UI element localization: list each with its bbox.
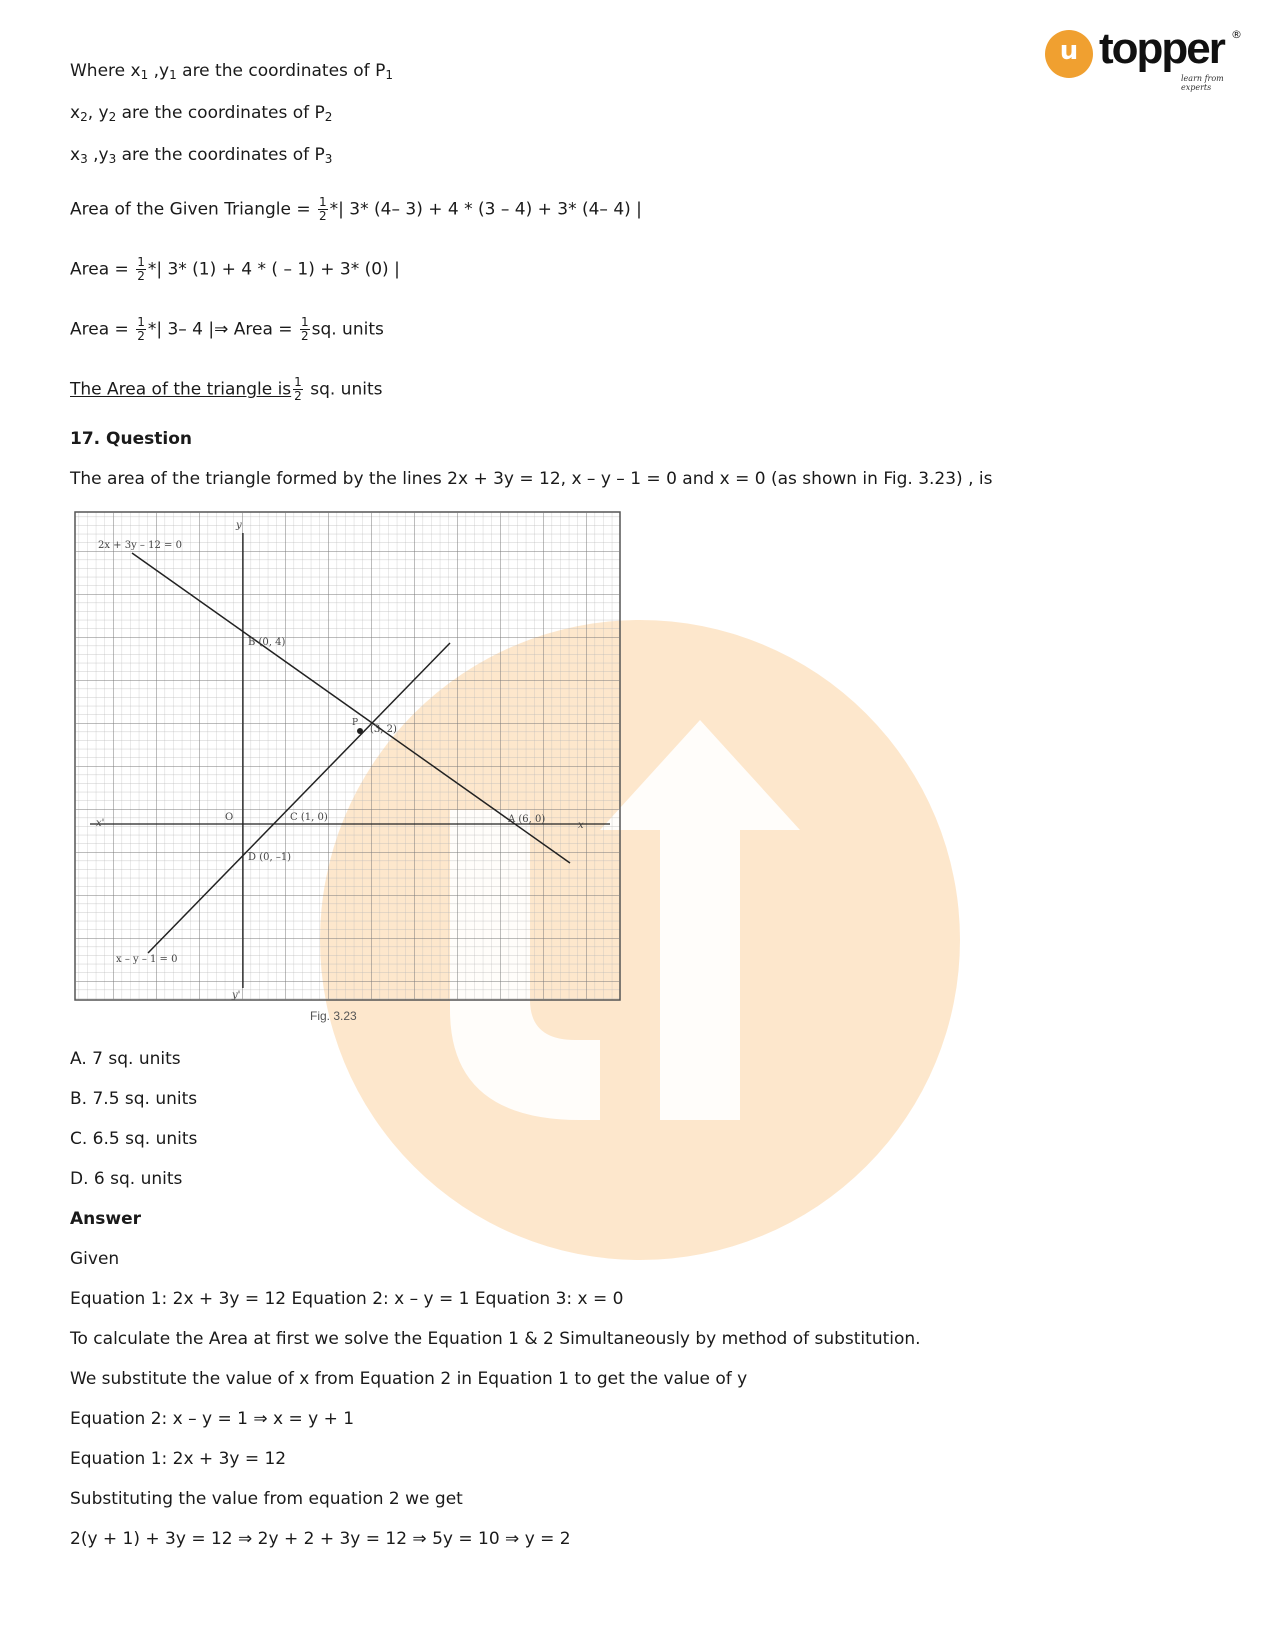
option-d: D. 6 sq. units: [70, 1169, 183, 1189]
equations-line: Equation 1: 2x + 3y = 12 Equation 2: x – y = 1 Equation 3: x = 0: [70, 1289, 624, 1309]
label-y-axis-neg: y': [232, 990, 241, 1001]
coords-line-3: $x_3$ $,y_3$ are the coordinates of $P_3$: [70, 145, 333, 166]
solution-line-4: Equation 1: 2x + 3y = 12: [70, 1449, 287, 1469]
fraction: $\frac{1}{2}$: [137, 315, 145, 343]
option-b: B. 7.5 sq. units: [70, 1089, 198, 1109]
answer-heading: Answer: [70, 1209, 141, 1229]
option-a: A. 7 sq. units: [70, 1049, 181, 1069]
logo-tagline: learn from experts: [1181, 74, 1224, 92]
fraction: $\frac{1}{2}$: [294, 375, 302, 403]
label-origin: O: [225, 812, 234, 823]
label-point-p: P: [352, 718, 359, 728]
area-step-line-1: Area = $\frac{1}{2}$ *| 3* (1) + 4 * ( – 1) + 3* (0) |: [70, 255, 400, 283]
label-point-b: B (0, 4): [248, 637, 286, 648]
logo-badge-icon: u: [1045, 30, 1093, 78]
logo-wordmark: topper: [1099, 24, 1224, 73]
label-y-axis: y: [236, 520, 242, 531]
label-point-c: C (1, 0): [290, 812, 328, 823]
label-line-2: x – y – 1 = 0: [116, 954, 178, 965]
label-x-axis-neg: x': [96, 818, 105, 829]
topper-logo[interactable]: [1045, 24, 1250, 92]
solution-line-2: We substitute the value of x from Equation 2 in Equation 1 to get the value of y: [70, 1369, 748, 1389]
label-point-d: D (0, –1): [248, 852, 292, 863]
area-result-line: The Area of the triangle is $\frac{1}{2}$ sq. units: [70, 375, 383, 403]
question-title: 17. Question: [70, 429, 192, 449]
solution-line-6: 2(y + 1) + 3y = 12 ⇒ 2y + 2 + 3y = 12 ⇒ 5y = 10 ⇒ y = 2: [70, 1529, 571, 1549]
area-step-line-2: Area = $\frac{1}{2}$ *| 3– 4 |⇒ Area = $\frac{1}{2}$ sq. units: [70, 315, 384, 343]
label-point-p-coords: (3, 2): [370, 724, 397, 735]
solution-line-3: Equation 2: x – y = 1 ⇒ x = y + 1: [70, 1409, 355, 1429]
question-text: The area of the triangle formed by the lines 2x + 3y = 12, x – y – 1 = 0 and x = 0 (as shown in Fig. 3.23) , is: [70, 469, 993, 489]
label-line-1: 2x + 3y – 12 = 0: [98, 540, 182, 551]
label-x-axis: x: [578, 820, 584, 831]
given-line: Given: [70, 1249, 120, 1269]
registered-mark: ®: [1231, 28, 1242, 41]
solution-line-1: To calculate the Area at first we solve the Equation 1 & 2 Simultaneously by method of substitution.: [70, 1329, 921, 1349]
fraction: $\frac{1}{2}$: [300, 315, 309, 343]
point-p: [357, 728, 363, 734]
area-formula-line: Area of the Given Triangle = $\frac{1}{2}$ *| 3* (4– 3) + 4 * (3 – 4) + 3* (4– 4) |: [70, 195, 642, 223]
coords-line-1: Where $x_1$ $,y_1$ are the coordinates of $P_1$: [70, 61, 393, 82]
fraction: $\frac{1}{2}$: [137, 255, 145, 283]
fraction: $\frac{1}{2}$: [319, 195, 327, 223]
graph-figure: [70, 508, 630, 1028]
label-point-a: A (6, 0): [508, 814, 546, 825]
coords-line-2: $x_2$, $y_2$ are the coordinates of $P_2$: [70, 103, 333, 124]
solution-line-5: Substituting the value from equation 2 we get: [70, 1489, 463, 1509]
figure-caption: Fig. 3.23: [310, 1009, 357, 1023]
option-c: C. 6.5 sq. units: [70, 1129, 198, 1149]
